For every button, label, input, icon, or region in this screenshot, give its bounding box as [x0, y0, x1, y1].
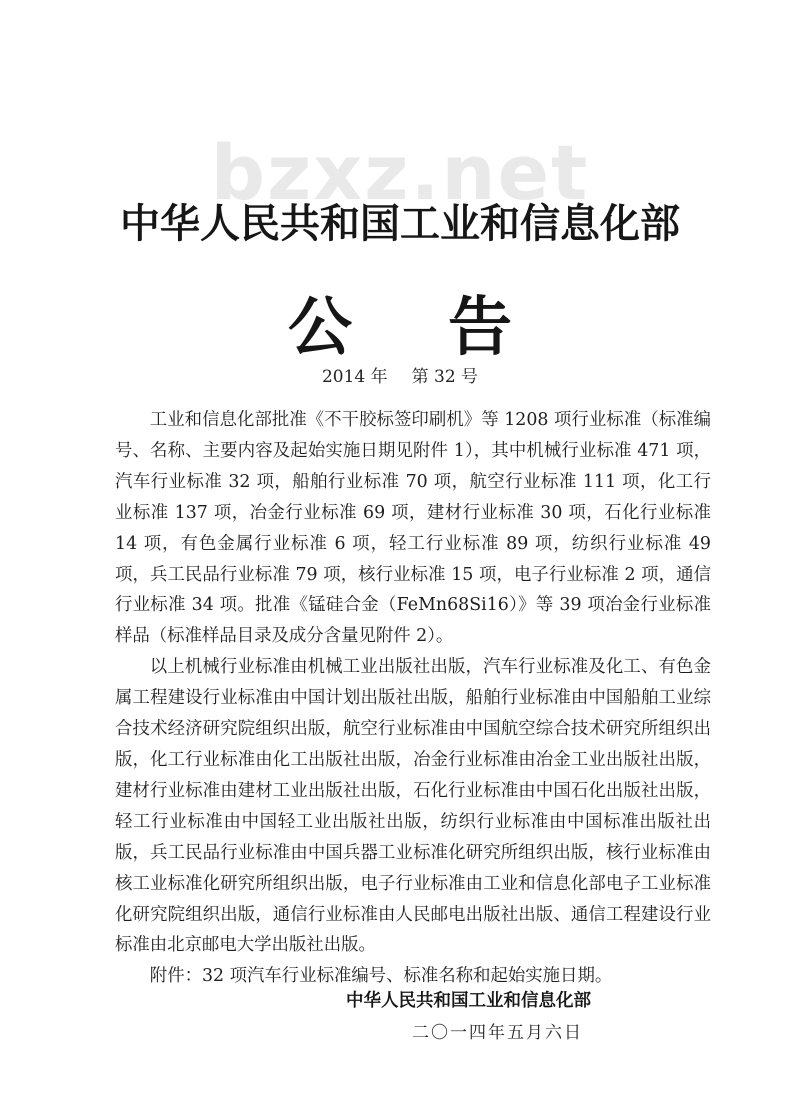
body-paragraph: 以上机械行业标准由机械工业出版社出版，汽车行业标准及化工、有色金属工程建设行业标准由中国计划出版社出版，船舶行业标准由中国船舶工业综合技术经济研究院组织出版，航空行业标准由中国航空综合技术研究所组织出版，化工行业标准由化工出版社出版，冶金行业标准由冶金工业出版社出版，建材行业标准由建材工业出版社出版，石化行业标准由中国石化出版社出版，轻工行业标准由中国轻工业出版社出版，纺织行业标准由中国标准出版社出版，兵工民品行业标准由中国兵器工业标准化研究所组织出版，核行业标准由核工业标准化研究所组织出版，电子行业标准由工业和信息化部电子工业标准化研究院组织出版，通信行业标准由人民邮电出版社出版、通信工程建设行业标准由北京邮电大学出版社出版。	[115, 657, 711, 956]
announcement-body	[115, 405, 711, 992]
signing-date: 二〇一四年五月六日	[412, 1023, 583, 1043]
signing-organization: 中华人民共和国工业和信息化部	[346, 991, 591, 1011]
issuing-organization-title: 中华人民共和国工业和信息化部	[120, 201, 680, 247]
document-type-heading: 公告	[288, 291, 608, 365]
document-number: 第 32 号	[411, 367, 479, 387]
document-year: 2014 年	[321, 367, 388, 387]
document-number-line	[0, 362, 800, 387]
body-paragraph: 工业和信息化部批准《不干胶标签印刷机》等 1208 项行业标准（标准编号、名称、主要内容及起始实施日期见附件 1），其中机械行业标准 471 项，汽车行业标准 32 项，船舶行业标准 70 项，航空行业标准 111 项，化工行业标准 137 项，冶金行业标准 69 项，建材行业标准 30 项，石化行业标准 14 项，有色金属行业标准 6 项，轻工行业标准 89 项，纺织行业标准 49 项，兵工民品行业标准 79 项，核行业标准 15 项，电子行业标准 2 项，通信行业标准 34 项。批准《锰硅合金（FeMn68Si16）》等 39 项冶金行业标准样品（标准样品目录及成分含量见附件 2）。	[115, 410, 711, 647]
watermark: bzxz.net	[210, 128, 590, 217]
attachment-note: 附件：32 项汽车行业标准编号、标准名称和起始实施日期。	[149, 966, 613, 987]
